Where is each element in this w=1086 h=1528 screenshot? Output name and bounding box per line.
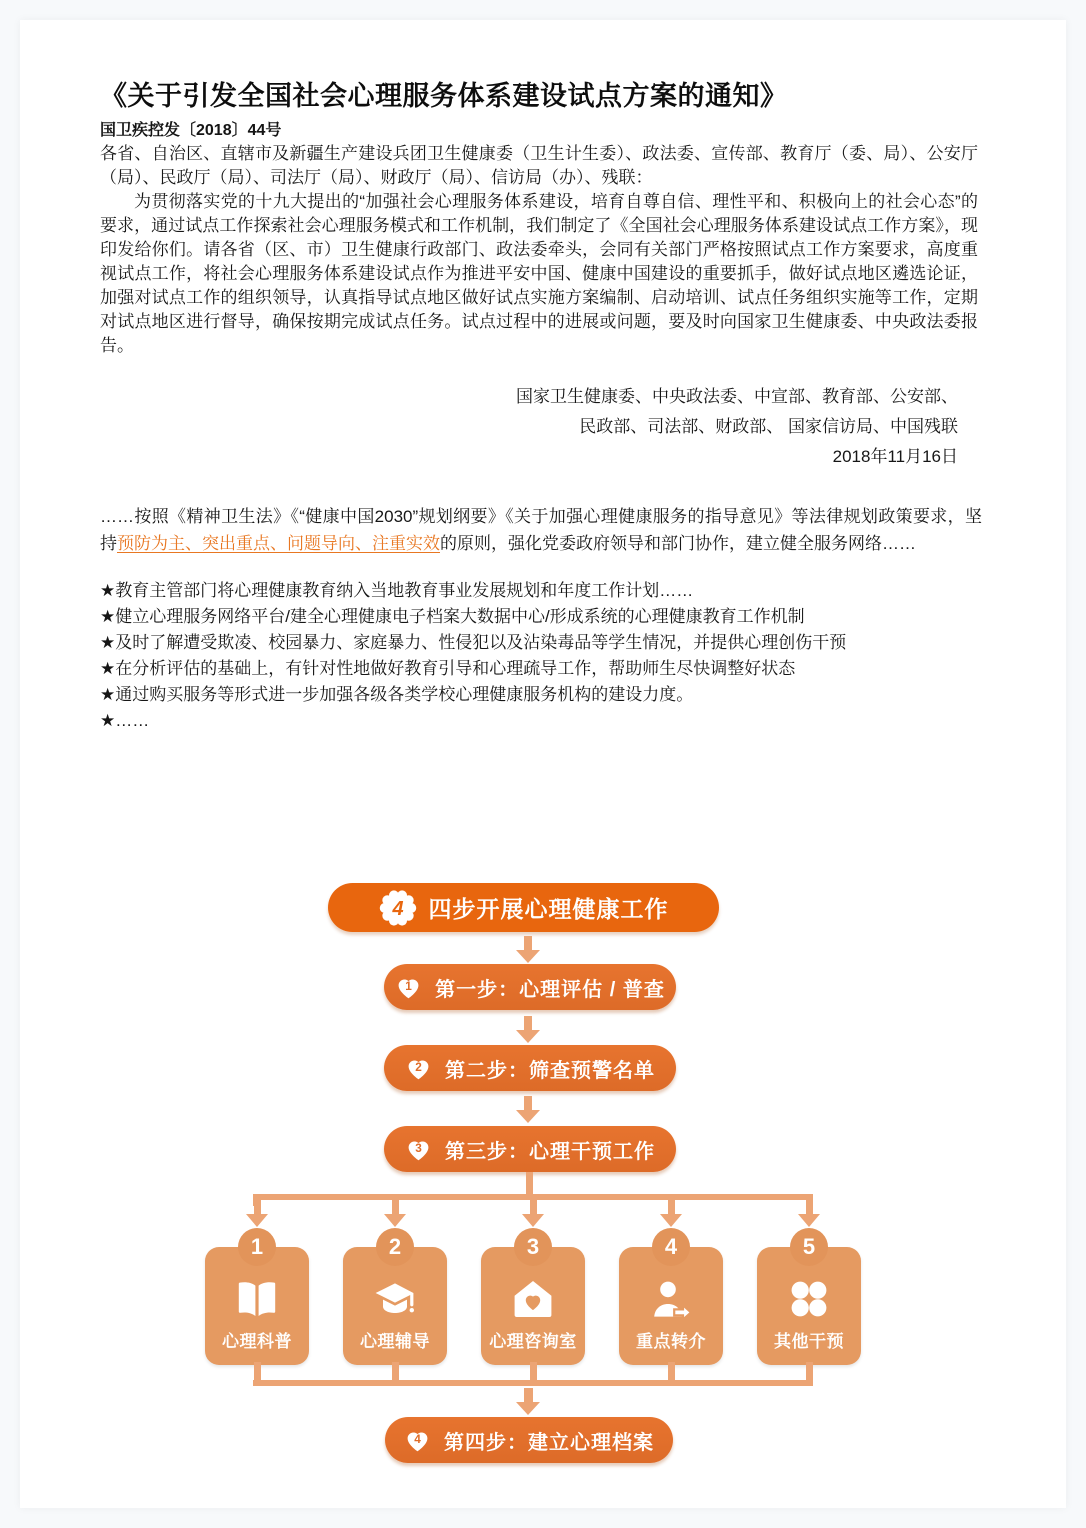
policy-prefix: ……按照《精神卫生法》《“健康中国2030”规划纲要》《关于加强心理健康服务的指导意见》等法律规划政策要求，坚持 [100, 507, 982, 553]
connector-bar [253, 1380, 813, 1386]
flowchart-header-box [328, 883, 719, 932]
down-arrow-icon [515, 1016, 541, 1044]
connector-drop [668, 1200, 675, 1215]
branch-5-number: 5 [790, 1228, 828, 1266]
branch-1-label: 心理科普 [222, 1332, 292, 1351]
bullet-item: ★及时了解遭受欺凌、校园暴力、家庭暴力、性侵犯以及沾染毒品等学生情况，并提供心理创伤干预 [100, 633, 847, 652]
step-3-number: 3 [415, 1140, 422, 1155]
step-3-pill [384, 1126, 676, 1172]
connector-arrowhead-icon [798, 1214, 820, 1227]
down-arrow-icon [515, 1096, 541, 1124]
connector-arrowhead-icon [516, 1402, 540, 1415]
branch-5-label: 其他干预 [774, 1332, 844, 1351]
branch-1-number: 1 [238, 1228, 276, 1266]
signature-line-1: 国家卫生健康委、中央政法委、中宣部、教育部、公安部、 [516, 387, 958, 406]
branch-4-label: 重点转介 [636, 1332, 706, 1351]
connector-arrowhead-icon [246, 1214, 268, 1227]
step-1-number: 1 [405, 978, 412, 993]
house-heart-icon [509, 1275, 557, 1323]
step-4-number: 4 [414, 1431, 421, 1446]
person-arrow-icon [647, 1275, 695, 1323]
step-3-label: 第三步：心理干预工作 [445, 1140, 655, 1163]
policy-highlight: 预防为主、突出重点、问题导向、注重实效 [117, 534, 440, 553]
heart-icon [404, 1428, 431, 1453]
branch-box-counseling-room [481, 1234, 585, 1365]
heart-icon [405, 1137, 432, 1162]
connector-drop [530, 1200, 537, 1215]
connector-arrowhead-icon [522, 1214, 544, 1227]
step-4-label: 第四步：建立心理档案 [444, 1431, 654, 1454]
bullet-item: ★教育主管部门将心理健康教育纳入当地教育事业发展规划和年度工作计划…… [100, 581, 694, 600]
branch-3-number: 3 [514, 1228, 552, 1266]
policy-paragraph [100, 503, 982, 557]
step-4-pill [385, 1417, 673, 1463]
branch-3-label: 心理咨询室 [489, 1332, 577, 1351]
branch-2-label: 心理辅导 [360, 1332, 430, 1351]
step-1-label: 第一步：心理评估 / 普查 [435, 978, 665, 1001]
branch-box-other-intervention [757, 1234, 861, 1365]
bullet-item: ★健立心理服务网络平台/建全心理健康电子档案大数据中心/形成系统的心理健康教育工作机制 [100, 607, 805, 626]
connector-drop [392, 1200, 399, 1215]
heart-icon [395, 975, 422, 1000]
connector-arrowhead-icon [384, 1214, 406, 1227]
heart-icon [405, 1056, 432, 1081]
step-1-pill [384, 964, 676, 1010]
signature-block [100, 382, 958, 472]
branch-box-referral [619, 1234, 723, 1365]
document-number: 国卫疾控发〔2018〕44号 [100, 122, 282, 139]
header-badge-number: 4 [391, 897, 404, 920]
document-preamble [100, 142, 978, 358]
signature-date: 2018年11月16日 [832, 447, 958, 466]
policy-suffix: 的原则，强化党委政府领导和部门协作，建立健全服务网络…… [440, 534, 916, 553]
bullet-item: ★…… [100, 711, 150, 730]
addressee-line: 各省、自治区、直辖市及新疆生产建设兵团卫生健康委（卫生计生委）、政法委、宣传部、教育厅（委、局）、公安厅（局）、民政厅（局）、司法厅（局）、财政厅（局）、信访局（办）、残联： [100, 144, 978, 187]
step-2-number: 2 [415, 1059, 422, 1074]
branch-2-number: 2 [376, 1228, 414, 1266]
clover-icon [785, 1275, 833, 1323]
signature-line-2: 民政部、司法部、财政部、 国家信访局、中国残联 [579, 417, 958, 436]
step-2-label: 第二步：筛查预警名单 [445, 1059, 655, 1082]
down-arrow-icon [515, 936, 541, 964]
seal-badge-icon [379, 889, 417, 927]
bullet-list [100, 578, 982, 734]
graduation-cap-icon [371, 1275, 419, 1323]
connector-drop [806, 1200, 813, 1215]
bullet-item: ★通过购买服务等形式进一步加强各级各类学校心理健康服务机构的建设力度。 [100, 685, 694, 704]
flowchart-header-label: 四步开展心理健康工作 [428, 896, 669, 922]
body-paragraph: 为贯彻落实党的十九大提出的“加强社会心理服务体系建设，培育自尊自信、理性平和、积极向上的社会心态”的要求，通过试点工作探索社会心理服务模式和工作机制，我们制定了《全国社会心理服务体系建设试点工作方案》，现印发给你们。请各省（区、市）卫生健康行政部门、政法委牵头，会同有关部门严格按照试点工作方案要求，高度重视试点工作，将社会心理服务体系建设试点作为推进平安中国、健康中国建设的重要抓手，做好试点地区遴选论证，加强对试点工作的组织领导，认真指导试点地区做好试点实施方案编制、启动培训、试点任务组织实施等工作，定期对试点地区进行督导，确保按期完成试点任务。试点过程中的进展或问题，要及时向国家卫生健康委、中央政法委报告。 [100, 192, 978, 355]
step-2-pill [384, 1045, 676, 1091]
branch-4-number: 4 [652, 1228, 690, 1266]
bullet-item: ★在分析评估的基础上，有针对性地做好教育引导和心理疏导工作，帮助师生尽快调整好状态 [100, 659, 796, 678]
branch-box-psych-science [205, 1234, 309, 1365]
document-title: 《关于引发全国社会心理服务体系建设试点方案的通知》 [100, 81, 788, 111]
connector-arrowhead-icon [660, 1214, 682, 1227]
connector-drop [254, 1200, 261, 1215]
open-book-icon [233, 1275, 281, 1323]
branch-box-counseling [343, 1234, 447, 1365]
